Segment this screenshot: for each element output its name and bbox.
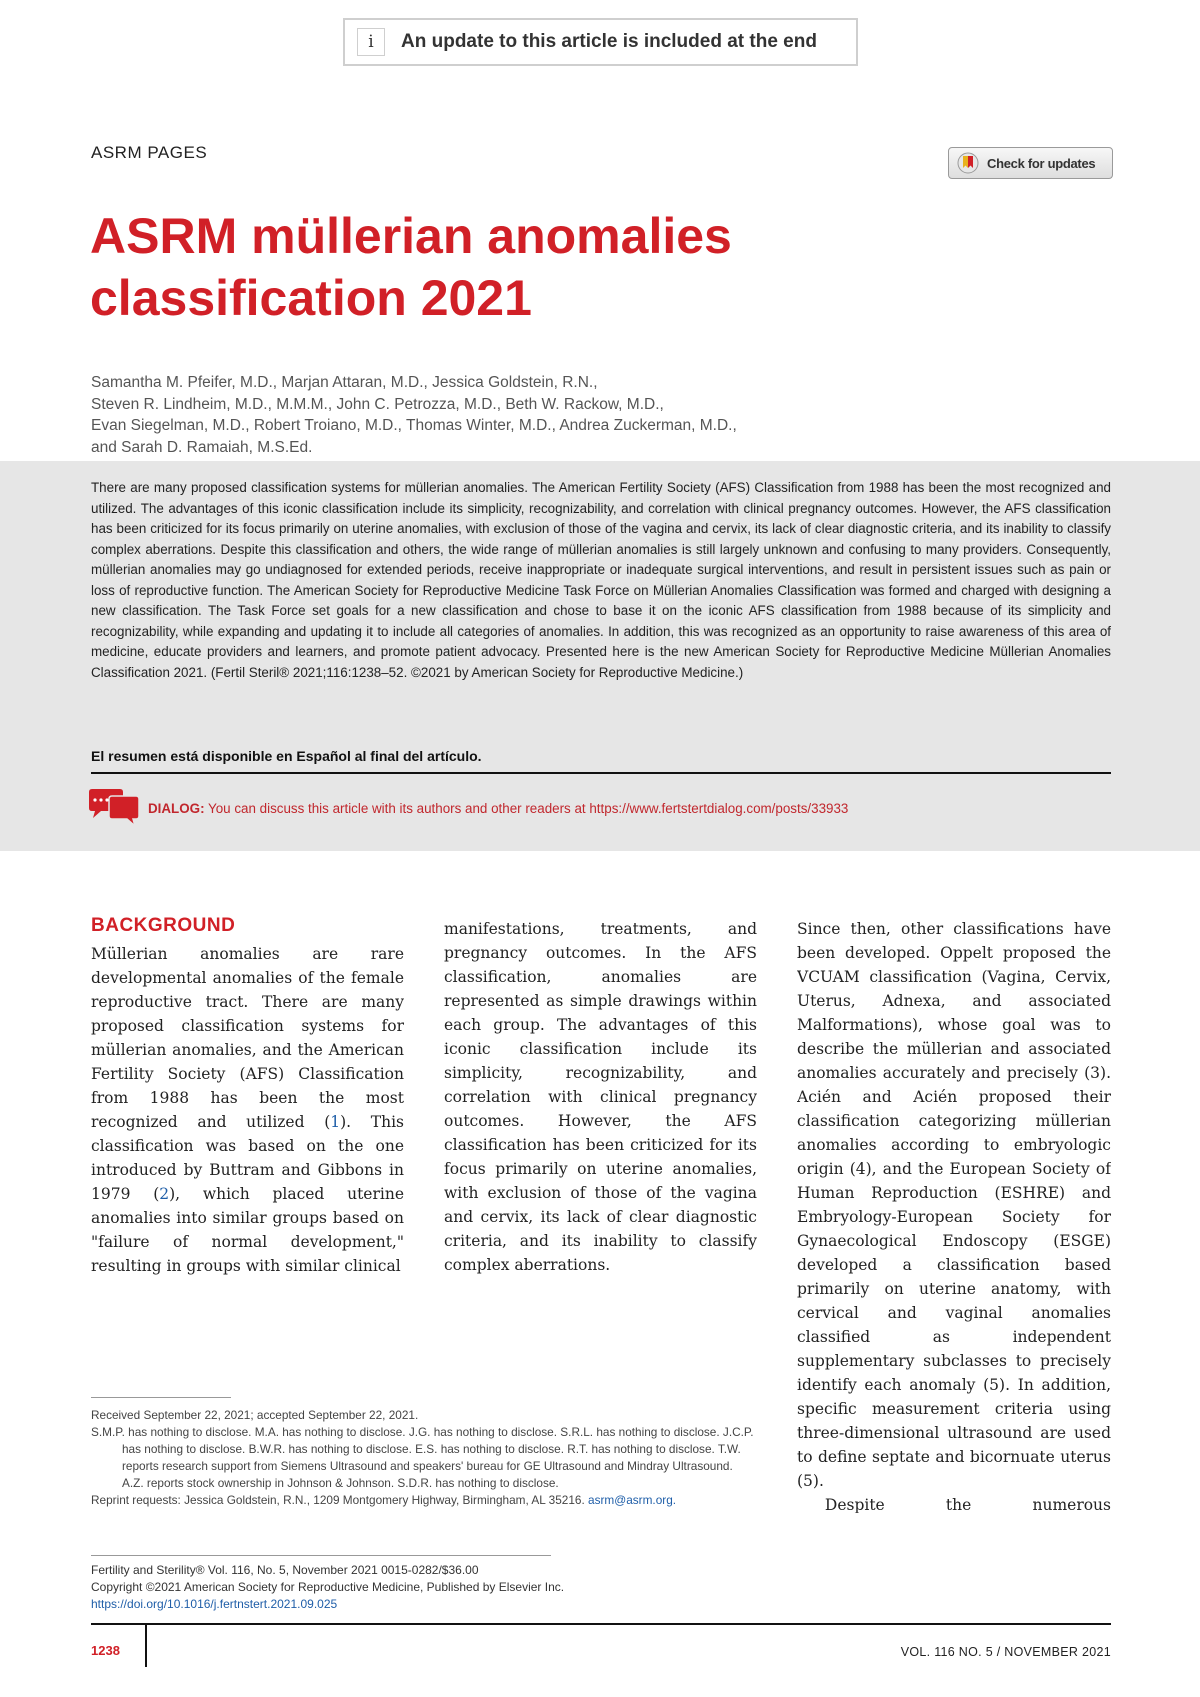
info-icon: i <box>357 28 385 56</box>
spanish-summary-note: El resumen está disponible en Español al final del artículo. <box>91 748 482 764</box>
dialog-callout[interactable] <box>87 788 848 828</box>
email-link[interactable]: asrm@asrm.org. <box>588 1493 677 1507</box>
author-list <box>91 372 1041 458</box>
author-line: Steven R. Lindheim, M.D., M.M.M., John C. Petrozza, M.D., Beth W. Rackow, M.D., <box>91 395 664 413</box>
disclosures: S.M.P. has nothing to disclose. M.A. has nothing to disclose. J.G. has nothing to disclose. S.R.L. has nothing to disclose. J.C.P. has nothing to disclose. B.W.R. has nothing to disclose. E.S. has nothing to disclose. R.T. has nothing to disclose. T.W. reports research support from Siemens Ultrasound and speakers' bureau for GE Ultrasound and Mindray Ultrasound. A.Z. reports stock ownership in Johnson & Johnson. S.D.R. has nothing to disclose. <box>91 1425 754 1490</box>
check-for-updates-button[interactable] <box>948 147 1113 179</box>
received-date: Received September 22, 2021; accepted September 22, 2021. <box>91 1408 419 1422</box>
page-number-divider <box>145 1625 147 1667</box>
check-for-updates-label: Check for updates <box>987 155 1096 171</box>
background-paragraph-continued <box>444 917 757 1277</box>
bookmark-ribbon-icon <box>957 152 979 174</box>
chat-bubbles-icon <box>87 788 142 828</box>
continued-text: Since then, other classifications have been developed. Oppelt proposed the VCUAM classification (Vagina, Cervix, Uterus, Adnexa, and associated Malformations), whose goal was to describe the müllerian and associated anomalies accurately and precisely (3). Acién and Acién proposed their classification categorizing müllerian anomalies according to embryologic origin (4), and the European Society of Human Reproduction (ESHRE) and Embryology-European Society for Gynaecological Endoscopy (ESGE) developed a classification based primarily on uterine anatomy, with cervical and vaginal anomalies classified as independent supplementary subclasses to precisely identify each anomaly (5). In addition, specific measurement criteria using three-dimensional ultrasound are used to define septate and bicornuate uterus (5). <box>797 920 1111 1490</box>
dialog-link-text[interactable]: You can discuss this article with its authors and other readers at https://www.fertstertdialog.com/posts/33933 <box>208 800 849 816</box>
journal-citation: Fertility and Sterility® Vol. 116, No. 5, November 2021 0015-0282/$36.00 <box>91 1563 479 1577</box>
article-update-banner[interactable] <box>343 18 858 66</box>
dialog-text[interactable] <box>148 801 848 816</box>
article-title: ASRM müllerian anomalies classification 2021 <box>90 208 732 326</box>
page-footer-divider <box>91 1623 1111 1625</box>
doi-link[interactable]: https://doi.org/10.1016/j.fertnstert.2021.09.025 <box>91 1597 338 1611</box>
author-line: and Sarah D. Ramaiah, M.S.Ed. <box>91 438 313 456</box>
author-line: Evan Siegelman, M.D., Robert Troiano, M.D., Thomas Winter, M.D., Andrea Zuckerman, M.D., <box>91 417 737 434</box>
reference-link[interactable]: 1 <box>330 1113 341 1131</box>
journal-info <box>91 1562 564 1613</box>
footnotes <box>91 1407 756 1509</box>
copyright-line: Copyright ©2021 American Society for Reproductive Medicine, Published by Elsevier Inc. <box>91 1580 565 1594</box>
update-banner-text: An update to this article is included at the end <box>401 31 817 52</box>
volume-info: VOL. 116 NO. 5 / NOVEMBER 2021 <box>900 1645 1111 1659</box>
footnote-divider <box>91 1397 231 1398</box>
section-label: ASRM PAGES <box>91 143 208 162</box>
continued-text: manifestations, treatments, and pregnancy outcomes. In the AFS classification, anomalies are represented as simple drawings within each group. The advantages of this iconic classification include its simplicity, recognizability, and correlation with clinical pregnancy outcomes. However, the AFS classification has been criticized for its focus primarily on uterine anomalies, with exclusion of those of the vagina and cervix, its lack of clear diagnostic criteria, and its inability to classify complex aberrations. <box>444 920 757 1274</box>
body-column-1 <box>91 942 404 1278</box>
background-paragraph-3: Despite the numerous <box>824 1496 1111 1513</box>
reference-link[interactable]: 2 <box>159 1185 170 1203</box>
background-heading: BACKGROUND <box>91 915 236 936</box>
body-column-3 <box>797 917 1111 1513</box>
background-paragraph-1: Müllerian anomalies are rare developmental anomalies of the female reproductive tract. There are many proposed classification systems for müllerian anomalies, and the American Fertility Society (AFS) Classification from 1988 has been the most recognized and utilized (1). This classification was based on the one introduced by Buttram and Gibbons in 1979 (2), which placed uterine anomalies into similar groups based on "failure of normal development," resulting in groups with similar clinical <box>91 945 404 1275</box>
journal-divider <box>91 1555 551 1556</box>
dialog-label: DIALOG: <box>148 800 205 816</box>
abstract-divider <box>91 772 1111 774</box>
reprint-requests: Reprint requests: Jessica Goldstein, R.N., 1209 Montgomery Highway, Birmingham, AL 35216. asrm@asrm.org. <box>91 1493 677 1507</box>
author-line: Samantha M. Pfeifer, M.D., Marjan Attaran, M.D., Jessica Goldstein, R.N., <box>91 374 598 391</box>
abstract-text: There are many proposed classification systems for müllerian anomalies. The American Fertility Society (AFS) Classification from 1988 has been the most recognized and utilized. The advantages of this iconic classification include its simplicity, recognizability, and correlation with clinical pregnancy outcomes. However, the AFS classification has been criticized for its focus primarily on uterine anomalies, with exclusion of those of the vagina and cervix, its lack of clear diagnostic criteria, and its inability to classify complex aberrations. Despite this classification and others, the wide range of müllerian anomalies is still largely unknown and confusing to many providers. Consequently, müllerian anomalies may go undiagnosed for extended periods, receive inappropriate or inadequate surgical interventions, and result in persistent issues such as pain or loss of reproductive function. The American Society for Reproductive Medicine Task Force on Müllerian Anomalies Classification was formed and charged with designing a new classification. The Task Force set goals for a new classification and chose to base it on the iconic AFS classification from 1988 because of its simplicity and recognizability, while expanding and updating it to include all categories of anomalies. In addition, this was recognized as an opportunity to raise awareness of this area of medicine, educate providers and learners, and promote patient advocacy. Presented here is the new American Society for Reproductive Medicine Müllerian Anomalies Classification 2021. (Fertil Steril® 2021;116:1238–52. ©2021 by American Society for Reproductive Medicine.) <box>91 480 1111 680</box>
background-paragraph-continued <box>797 917 1111 1493</box>
page-number: 1238 <box>91 1643 120 1658</box>
body-column-2 <box>444 917 757 1277</box>
